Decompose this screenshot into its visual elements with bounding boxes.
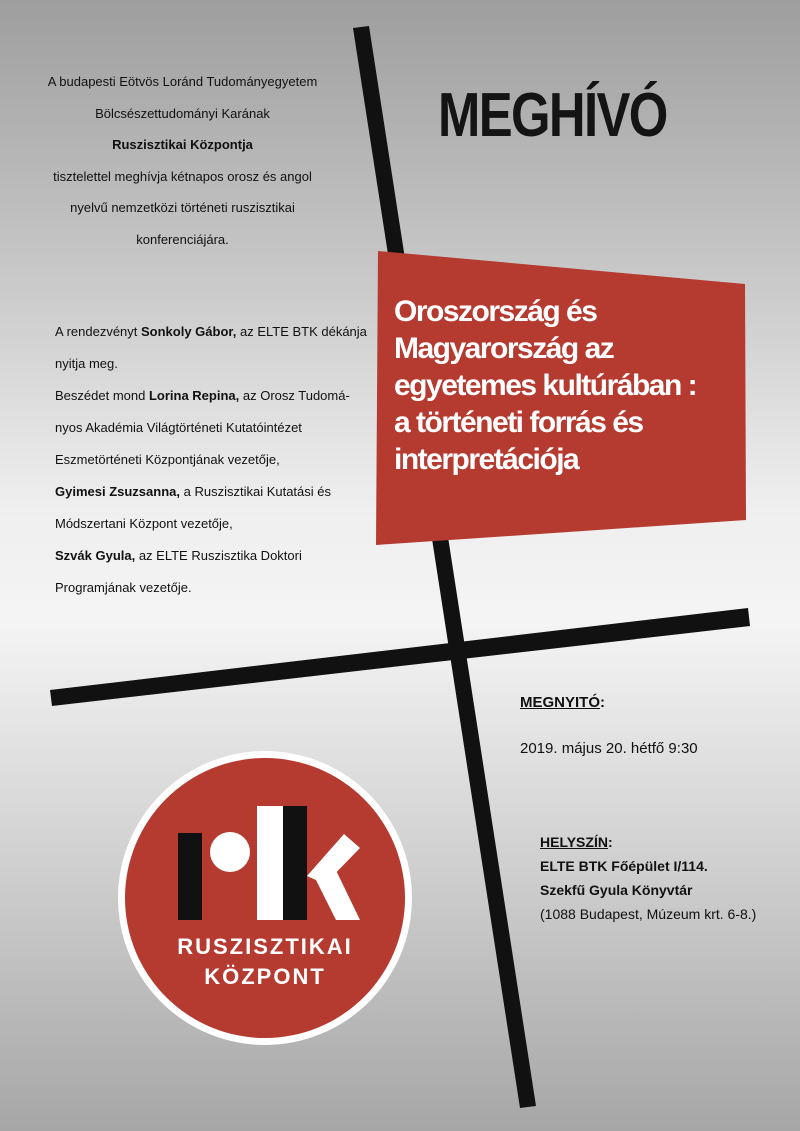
conference-title-line: a történeti forrás és xyxy=(394,406,643,439)
location-building: ELTE BTK Főépület I/114. xyxy=(540,858,708,874)
location-label: HELYSZÍN xyxy=(540,834,608,850)
logo-caption xyxy=(125,932,405,992)
body-line: Eszmetörténeti Központjának vezetője, xyxy=(55,452,280,467)
logo-r-dot xyxy=(210,832,250,872)
body-line xyxy=(55,476,390,508)
logo-r-stem xyxy=(178,833,202,920)
intro-line: tisztelettel meghívja kétnapos orosz és angol xyxy=(53,168,312,184)
body-line: nyitja meg. xyxy=(55,356,118,371)
location-address: (1088 Budapest, Múzeum krt. 6-8.) xyxy=(540,906,757,922)
conference-title-line: Magyarország az xyxy=(394,332,614,365)
conference-title-line: egyetemes kultúrában : xyxy=(394,369,697,402)
page-title: MEGHÍVÓ xyxy=(438,81,667,150)
opening-heading xyxy=(520,692,698,714)
conference-title-line: interpretációja xyxy=(394,443,579,476)
opening-datetime: 2019. május 20. hétfő 9:30 xyxy=(520,740,698,757)
speaker-name-repina: Lorina Repina, xyxy=(148,388,240,403)
body-line: nyos Akadémia Világtörténeti Kutatóintézet xyxy=(55,420,302,435)
intro-line-center-name: Ruszisztikai Központja xyxy=(112,137,253,152)
body-text: Beszédet mond xyxy=(55,388,149,403)
body-line: Módszertani Központ vezetője, xyxy=(55,516,233,531)
body-text: az Orosz Tudomá- xyxy=(239,388,350,403)
body-text: az ELTE BTK dékánja xyxy=(236,324,367,339)
body-line xyxy=(55,380,390,412)
location-heading xyxy=(540,830,756,854)
logo-caption-line: RUSZISZTIKAI xyxy=(177,934,353,959)
body-text: A rendezvényt xyxy=(55,324,141,339)
opening-section xyxy=(520,692,698,760)
speaker-name-sonkoly: Sonkoly Gábor, xyxy=(141,324,237,339)
opening-colon: : xyxy=(600,694,606,711)
logo-caption-line: KÖZPONT xyxy=(204,964,326,989)
body-text: az ELTE Ruszisztika Doktori xyxy=(135,548,302,563)
logo-k-stem-white xyxy=(257,806,283,920)
body-line xyxy=(55,316,390,348)
opening-label: MEGNYITÓ xyxy=(520,694,601,711)
intro-line: konferenciájára. xyxy=(136,231,229,247)
body-line xyxy=(55,540,390,572)
location-section xyxy=(540,830,756,926)
location-library: Szekfű Gyula Könyvtár xyxy=(540,882,693,898)
intro-paragraph xyxy=(40,66,325,255)
speaker-name-szvak: Szvák Gyula, xyxy=(55,548,136,563)
speakers-paragraph xyxy=(55,316,390,604)
intro-line: Bölcsészettudományi Karának xyxy=(95,105,270,121)
body-line: Programjának vezetője. xyxy=(55,580,192,595)
intro-line: A budapesti Eötvös Loránd Tudományegyetem xyxy=(47,74,318,89)
speaker-name-gyimesi: Gyimesi Zsuzsanna, xyxy=(55,484,180,499)
logo-k-stem-black xyxy=(283,806,307,920)
ruszisztikai-kozpont-logo xyxy=(118,751,412,1045)
intro-line: nyelvű nemzetközi történeti ruszisztikai xyxy=(70,200,295,215)
conference-title-line: Oroszország és xyxy=(394,295,597,328)
body-text: a Ruszisztikai Kutatási és xyxy=(180,484,332,499)
conference-title xyxy=(394,293,764,478)
location-colon: : xyxy=(607,834,613,850)
